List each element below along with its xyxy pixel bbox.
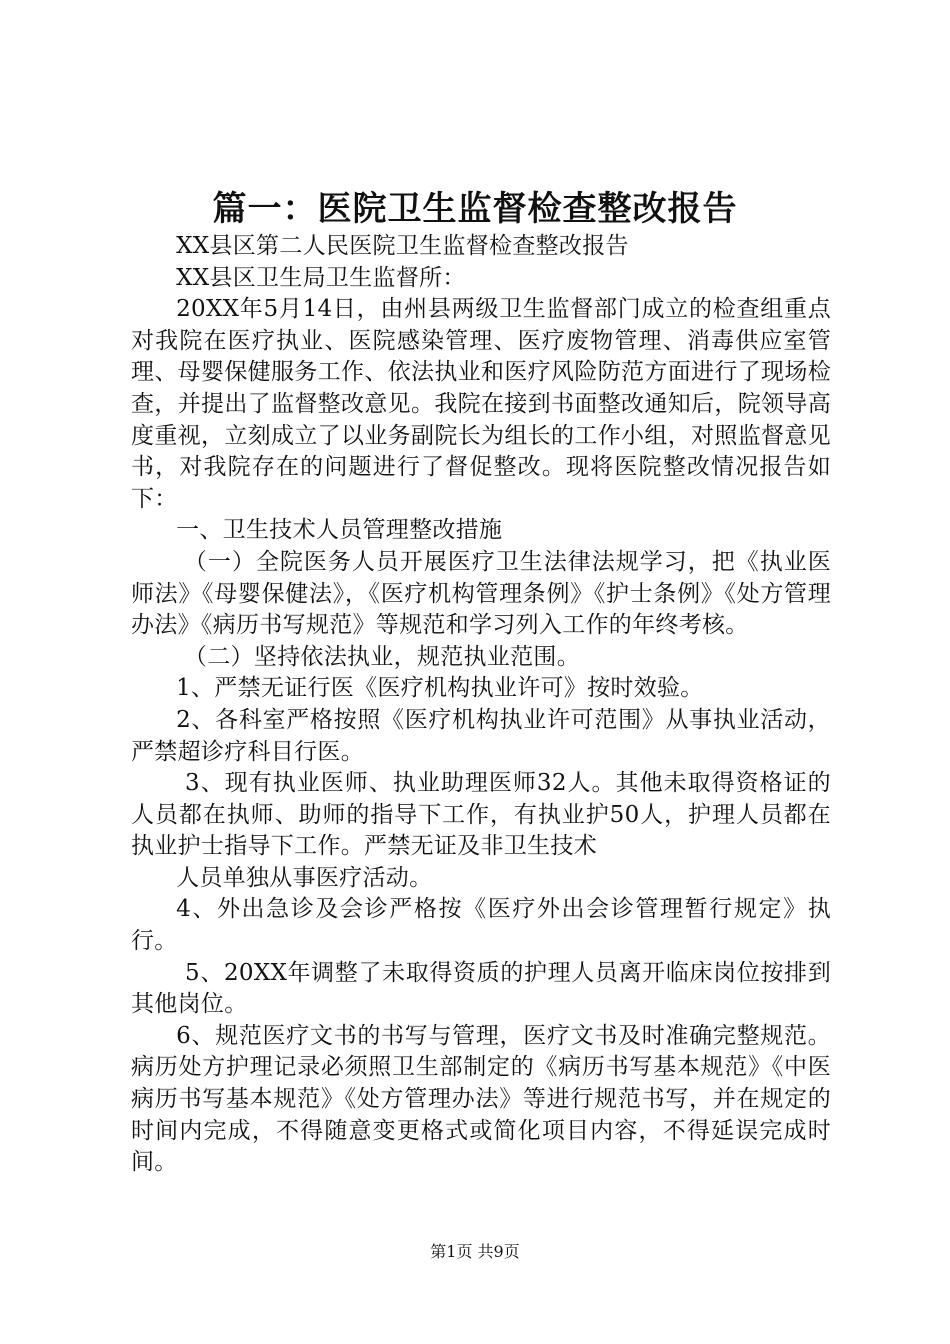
paragraph-report-heading: XX县区第二人民医院卫生监督检查整改报告 (176, 233, 629, 259)
paragraph-section-heading: 一、卫生技术人员管理整改措施 (176, 517, 503, 544)
paragraph-point-1: 1、严禁无证行医《医疗机构执业许可》按时效验。 (176, 675, 704, 702)
document-body (131, 231, 831, 1179)
paragraph-point-4: 4、外出急诊及会诊严格按《医疗外出会诊管理暂行规定》执行。 (131, 896, 831, 955)
paragraph-point-6: 6、规范医疗文书的书写与管理，医疗文书及时准确完整规范。病历处方护理记录必须照卫生部制定的《病历书写基本规范》《中医病历书写基本规范》《处方管理办法》等进行规范书写，并在规定的时间内完成，不得随意变更格式或简化项目内容，不得延误完成时间。 (131, 1022, 831, 1176)
paragraph-item-1: （一）全院医务人员开展医疗卫生法律法规学习，把《执业医师法》《母婴保健法》，《医疗机构管理条例》《护士条例》《处方管理办法》《病历书写规范》等规范和学习列入工作的年终考核。 (131, 548, 831, 639)
paragraph-item-2: （二）坚持依法执业，规范执业范围。 (183, 643, 580, 670)
paragraph-addressee: XX县区卫生局卫生监督所： (176, 264, 466, 291)
paragraph-point-3: 3、现有执业医师、执业助理医师32人。其他未取得资格证的人员都在执师、助师的指导下工作，有执业护50人，护理人员都在执业护士指导下工作。严禁无证及非卫生技术 (131, 770, 831, 860)
paragraph-intro: 20XX年5月14日，由州县两级卫生监督部门成立的检查组重点对我院在医疗执业、医院感染管理、医疗废物管理、消毒供应室管理、母婴保健服务工作、依法执业和医疗风险防范方面进行了现场检查，并提出了监督整改意见。我院在接到书面整改通知后，院领导高度重视，立刻成立了以业务副院长为组长的工作小组，对照监督意见书，对我院存在的问题进行了督促整改。现将医院整改情况报告如下： (131, 296, 831, 512)
document-title: 篇一：医院卫生监督检查整改报告 (212, 189, 738, 229)
paragraph-point-5: 5、20XX年调整了未取得资质的护理人员离开临床岗位按排到其他岗位。 (131, 959, 831, 1018)
paragraph-point-3-continued: 人员单独从事医疗活动。 (176, 864, 433, 891)
page-number-footer: 第1页 共9页 (430, 1242, 520, 1261)
paragraph-point-2: 2、各科室严格按照《医疗机构执业许可范围》从事执业活动，严禁超诊疗科目行医。 (131, 706, 831, 765)
